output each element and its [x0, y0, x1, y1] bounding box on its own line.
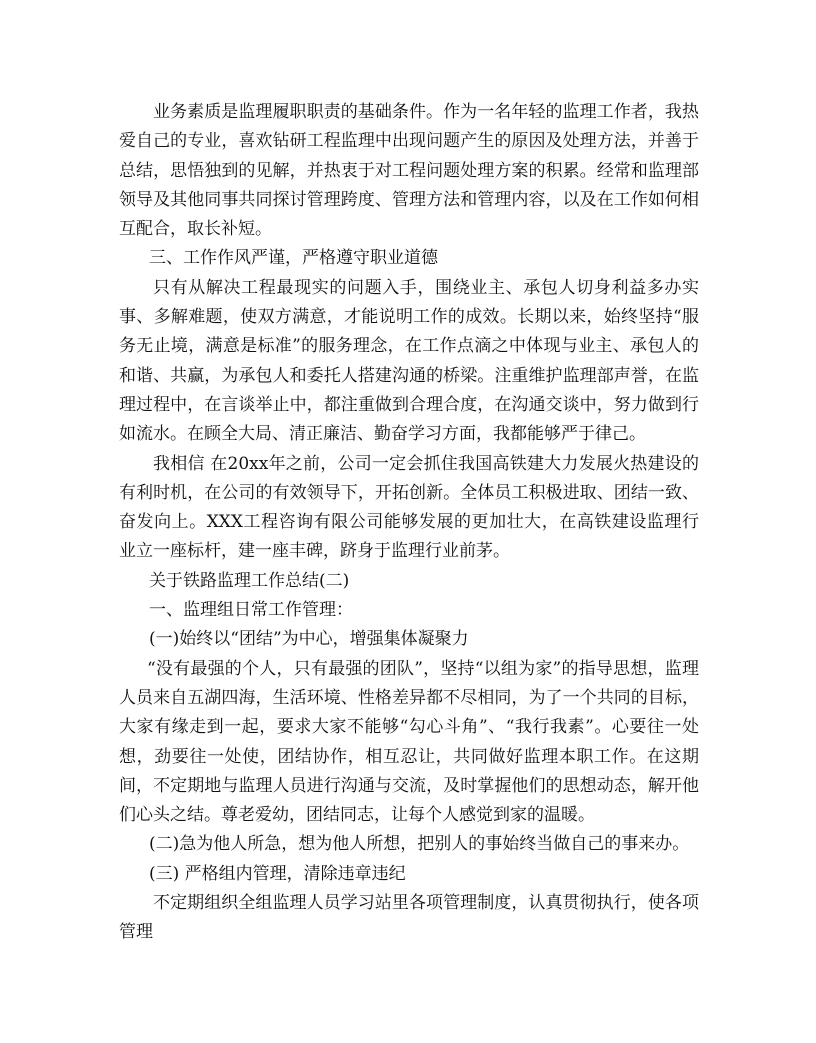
- paragraph-professional-quality: 业务素质是监理履职职责的基础条件。作为一名年轻的监理工作者，我热爱自己的专业，喜欢钻研工程监理中出现问题产生的原因及处理方法，并善于总结，思悟独到的见解，并热衷于对工程问题处理方案的积累。经常和监理部领导及其他同事共同探讨管理跨度、管理方法和管理内容，以及在工作如何相互配合，取长补短。: [119, 102, 699, 240]
- subsection-heading-unity: (一)始终以“团结”为中心，增强集体凝聚力: [149, 629, 469, 650]
- paragraph-discipline: 不定期组织全组监理人员学习站里各项管理制度，认真贯彻执行，使各项管理: [119, 893, 699, 943]
- document-subtitle: 关于铁路监理工作总结(二): [149, 570, 350, 591]
- paragraph-outlook: 我相信 在20xx年之前，公司一定会抓住我国高铁建大力发展火热建设的有利时机，在公司的有效领导下，开拓创新。全体员工积极进取、团结一致、奋发向上。XXX工程咨询有限公司能够发展的更加壮大，在高铁建设监理行业立一座标杆，建一座丰碑，跻身于监理行业前茅。: [119, 453, 699, 562]
- paragraph-team-unity: “没有最强的个人，只有最强的团队”，坚持“以组为家”的指导思想，监理人员来自五湖四海，生活环境、性格差异都不尽相同，为了一个共同的目标，大家有缘走到一起，要求大家不能够“勾心斗角”、“我行我素”。心要往一处想，劲要往一处使，团结协作，相互忍让，共同做好监理本职工作。在这期间，不定期地与监理人员进行沟通与交流，及时掌握他们的思想动态，解开他们心头之结。尊老爱幼，团结同志，让每个人感觉到家的温暖。: [119, 658, 699, 826]
- subsection-heading-empathy: (二)急为他人所急，想为他人所想，把别人的事始终当做自己的事来办。: [149, 834, 690, 855]
- document-body: [119, 98, 699, 948]
- subsection-heading-discipline: (三) 严格组内管理，清除违章违纪: [149, 863, 406, 884]
- section-heading-work-style: 三、工作作风严谨，严格遵守职业道德: [149, 248, 438, 269]
- section-heading-daily-management: 一、监理组日常工作管理：: [149, 600, 353, 621]
- paragraph-work-style: 只有从解决工程最现实的问题入手，围绕业主、承包人切身利益多办实事、多解难题，使双方满意，才能说明工作的成效。长期以来，始终坚持“服务无止境，满意是标准”的服务理念，在工作点滴之中体现与业主、承包人的和谐、共赢，为承包人和委托人搭建沟通的桥梁。注重维护监理部声誉，在监理过程中，在言谈举止中，都注重做到合理合度，在沟通交谈中，努力做到行如流水。在顾全大局、清正廉洁、勤奋学习方面，我都能够严于律己。: [119, 277, 699, 445]
